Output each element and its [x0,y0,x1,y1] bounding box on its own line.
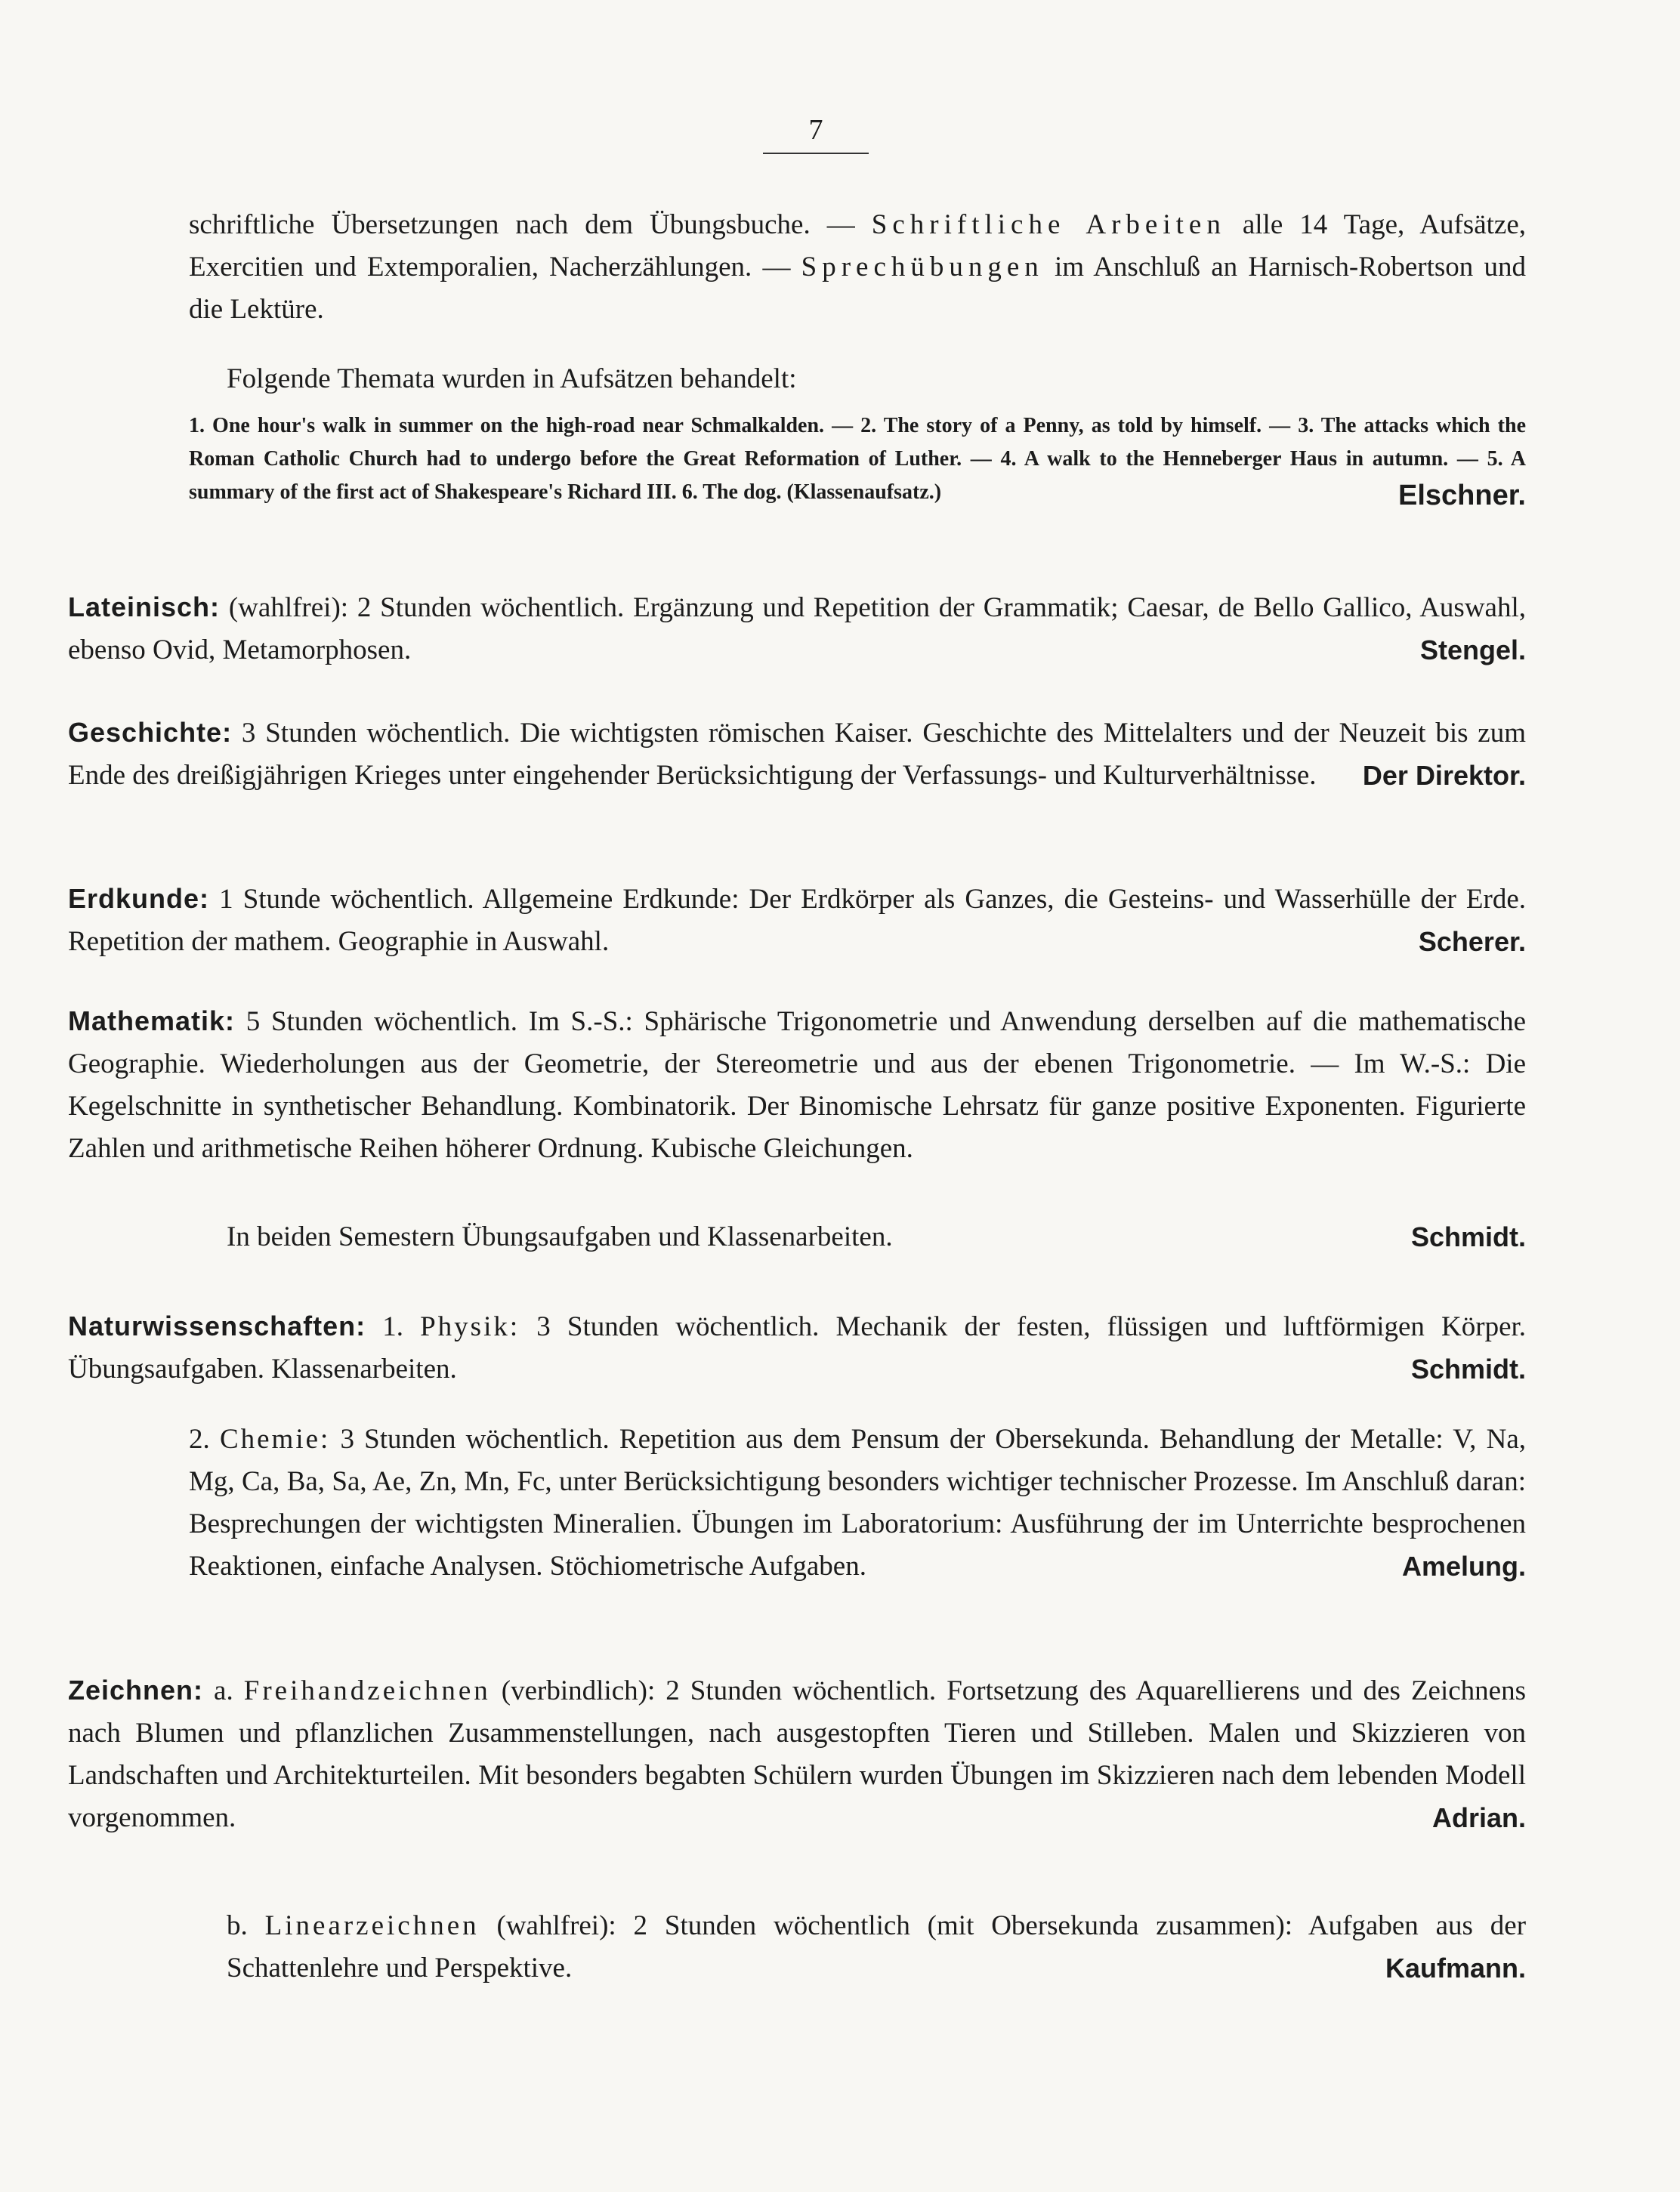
english-text-mid: alle 14 Tage, Aufsätze, Exercitien und Extemporalien, Nacherzählungen. — [189,209,1526,282]
themes-items: 1. One hour's walk in summer on the high-road near Schmalkalden. — 2. The story of a Penny, as told by himself. — 3. The attacks which the Roman Catholic Church had to undergo before the Great Reformation of Luther. — 4. A walk to the Henneberger Haus in autumn. — 5. A summary of the first act of Shakespeare's Richard III. 6. The dog. (Klassenaufsatz.) [189,414,1526,504]
chemistry-text: 3 Stunden wöchentlich. Repetition aus dem Pensum der Obersekunda. Behandlung der Metalle: V, Na, Mg, Ca, Ba, Sa, Ae, Zn, Mn, Fc, unter Berücksichtigung besonders wichtiger technischer Prozesse. Im Anschluß daran: Besprechungen der wichtigsten Mineralien. Übungen im Laboratorium: Ausführung der im Unterrichte besprochenen Reaktionen, einfache Analysen. Stöchiometrische Aufgaben. [189,1424,1527,1582]
latin-text: (wahlfrei): 2 Stunden wöchentlich. Ergänzung und Repetition der Grammatik; Caesar, de Bello Gallico, Auswahl, ebenso Ovid, Metamorphosen. [68,592,1527,665]
english-paragraph [189,204,1526,331]
physics-text: 3 Stunden wöchentlich. Mechanik der festen, flüssigen und luftförmigen Körper. Übungsaufgaben. Klassenarbeiten. [68,1311,1527,1385]
drawing-a-teacher: Adrian. [1431,1802,1526,1833]
drawing-b-paragraph [227,1905,1526,1990]
math-label: Mathematik: [68,1005,236,1036]
geography-text: 1 Stunde wöchentlich. Allgemeine Erdkunde: Der Erdkörper als Ganzes, die Gesteins- und Wasserhülle der Erde. Repetition der mathem. Geographie in Auswahl. [68,884,1527,957]
chemistry-teacher: Amelung. [1401,1551,1526,1582]
history-teacher: Der Direktor. [1362,760,1526,791]
section-latin [68,586,1526,671]
drawing-b-heading: Linearzeichnen [264,1910,480,1941]
english-heading-written-work: Schriftliche Arbeiten [871,209,1226,240]
section-science [68,1305,1526,1391]
themes-list [189,409,1526,512]
physics-teacher: Schmidt. [1410,1354,1526,1385]
themes-intro: Folgende Themata wurden in Aufsätzen behandelt: [227,363,797,394]
science-label: Naturwissenschaften: [68,1311,366,1341]
geography-label: Erdkunde: [68,883,210,914]
latin-label: Lateinisch: [68,591,221,622]
drawing-label: Zeichnen: [68,1675,204,1706]
math-extra: In beiden Semestern Übungsaufgaben und Klassenarbeiten. [227,1221,893,1252]
physics-number: 1. [382,1311,403,1342]
page-number: 7 [763,113,869,154]
english-heading-speaking: Sprechübungen [801,252,1044,282]
drawing-b-number: b. [227,1910,248,1941]
drawing-a-number: a. [214,1675,233,1706]
chemistry-heading: Chemie: [219,1424,331,1455]
section-history [68,712,1526,797]
section-geography [68,878,1526,963]
drawing-a-heading: Freihandzeichnen [243,1675,491,1706]
history-text: 3 Stunden wöchentlich. Die wichtigsten römischen Kaiser. Geschichte des Mittelalters und der Neuzeit bis zum Ende des dreißigjährigen Krieges unter eingehender Berücksichtigung der Verfassungs- und Kulturverhältnisse. [68,718,1527,791]
geography-teacher: Scherer. [1418,926,1526,957]
chemistry-number: 2. [189,1424,210,1455]
drawing-b-teacher: Kaufmann. [1385,1953,1526,1984]
latin-teacher: Stengel. [1419,634,1526,665]
history-label: Geschichte: [68,717,233,748]
drawing-a-text: (verbindlich): 2 Stunden wöchentlich. Fortsetzung des Aquarellierens und des Zeichnens nach Blumen und pflanzlichen Zusammenstellungen, nach ausgestopften Tieren und Stilleben. Malen und Skizzieren von Landschaften und Architekturteilen. Mit besonders begabten Schülern wurden Übungen im Skizzieren nach dem lebenden Modell vorgenommen. [68,1675,1526,1833]
section-drawing [68,1669,1526,1839]
drawing-b-text: (wahlfrei): 2 Stunden wöchentlich (mit Obersekunda zusammen): Aufgaben aus der Schattenlehre und Perspektive. [227,1910,1527,1984]
chemistry-paragraph [189,1419,1526,1588]
english-text-after: im Anschluß an Harnisch-Robertson und die Lektüre. [189,252,1526,325]
section-math [68,1000,1526,1170]
themes-teacher: Elschner. [1398,480,1526,511]
math-teacher: Schmidt. [1410,1221,1526,1252]
physics-heading: Physik: [420,1311,520,1342]
math-extra-paragraph [227,1216,1526,1258]
math-text: 5 Stunden wöchentlich. Im S.-S.: Sphärische Trigonometrie und Anwendung derselben auf die mathematische Geographie. Wiederholungen aus der Geometrie, der Stereometrie und aus der ebenen Trigonometrie. — Im W.-S.: Die Kegelschnitte in synthetischer Behandlung. Kombinatorik. Der Binomische Lehrsatz für ganze positive Exponenten. Figurierte Zahlen und arithmetische Reihen höherer Ordnung. Kubische Gleichungen. [68,1006,1527,1164]
english-text-before: schriftliche Übersetzungen nach dem Übungsbuche. — [189,209,855,240]
